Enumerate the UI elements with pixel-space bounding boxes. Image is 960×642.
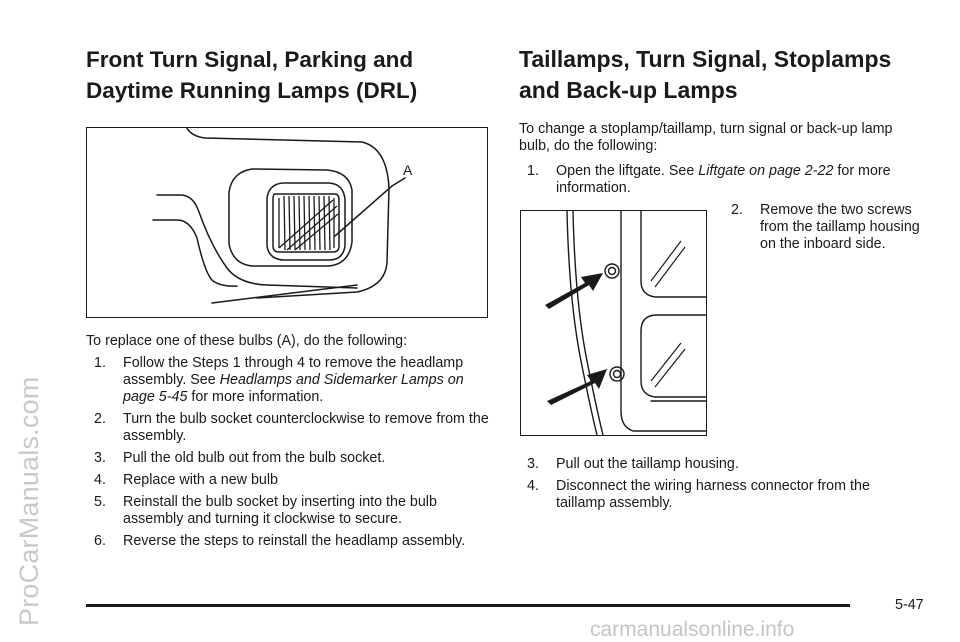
- left-step-1: [94, 355, 490, 406]
- step-text: Pull the old bulb out from the bulb socket.: [123, 450, 386, 466]
- left-intro: To replace one of these bulbs (A), do the following:: [86, 333, 408, 349]
- right-step-3: [527, 456, 919, 473]
- step-text: Disconnect the wiring harness connector from the taillamp assembly.: [556, 478, 870, 511]
- step-number: 4.: [94, 472, 106, 488]
- step-number: 4.: [527, 478, 539, 494]
- step-number: 3.: [94, 450, 106, 466]
- left-section-title: [86, 44, 490, 106]
- step2-with-figure: [519, 202, 919, 438]
- right-steps-list-continued: [527, 456, 919, 512]
- right-step-2: [731, 202, 921, 253]
- left-column: [86, 44, 490, 555]
- step-number: 1.: [94, 355, 106, 371]
- left-step-5: [94, 494, 490, 528]
- taillamp-drawing: [521, 211, 706, 435]
- left-step-6: [94, 533, 490, 550]
- footer-rule: [86, 604, 850, 607]
- step-text: Follow the Steps 1 through 4 to remove the headlamp assembly. See: [123, 355, 464, 388]
- step-number: 2.: [731, 202, 743, 218]
- step-text: Reverse the steps to reinstall the headlamp assembly.: [123, 533, 466, 549]
- step-text: Open the liftgate. See: [556, 163, 699, 179]
- left-steps-list: [94, 355, 490, 550]
- cross-reference-link[interactable]: Headlamps and Sidemarker Lamps on page 5-45: [123, 372, 464, 405]
- taillamp-illustration: [520, 210, 707, 436]
- step-number: 6.: [94, 533, 106, 549]
- right-title-line1: Taillamps, Turn Signal, Stoplamps: [519, 46, 892, 72]
- step-text: Turn the bulb socket counterclockwise to remove from the assembly.: [123, 411, 489, 444]
- step-text: Remove the two screws from the taillamp housing on the inboard side.: [760, 202, 920, 252]
- step-text-end: for more information.: [187, 389, 324, 405]
- right-step-1: [527, 163, 919, 197]
- step-number: 5.: [94, 494, 106, 510]
- step-number: 2.: [94, 411, 106, 427]
- step-text: Reinstall the bulb socket by inserting into the bulb assembly and turning it clockwise to secure.: [123, 494, 437, 527]
- page-number: 5-47: [895, 597, 924, 613]
- step-number: 3.: [527, 456, 539, 472]
- site-watermark: carmanualsonline.info: [590, 618, 795, 641]
- left-step-4: [94, 472, 490, 489]
- step-text-end: for more information.: [556, 163, 891, 196]
- right-title-line2: and Back-up Lamps: [519, 77, 738, 103]
- front-lamp-drawing: [87, 128, 487, 317]
- right-steps-list: [527, 163, 919, 197]
- watermark: ProCarManuals.com: [14, 376, 44, 626]
- left-step-2: [94, 411, 490, 445]
- cross-reference-link[interactable]: Liftgate on page 2-22: [698, 163, 834, 179]
- step-text: Pull out the taillamp housing.: [556, 456, 739, 472]
- step-text: Replace with a new bulb: [123, 472, 278, 488]
- left-title-line1: Front Turn Signal, Parking and: [86, 47, 414, 72]
- figure-label-a: A: [403, 162, 413, 178]
- right-step-4: [527, 478, 919, 512]
- right-intro: To change a stoplamp/taillamp, turn signal or back-up lamp bulb, do the following:: [519, 121, 893, 154]
- left-step-3: [94, 450, 490, 467]
- step-number: 1.: [527, 163, 539, 179]
- front-lamp-illustration: [86, 127, 488, 318]
- left-title-line2: Daytime Running Lamps (DRL): [86, 78, 418, 103]
- right-column: [519, 44, 919, 517]
- right-section-title: [519, 44, 919, 106]
